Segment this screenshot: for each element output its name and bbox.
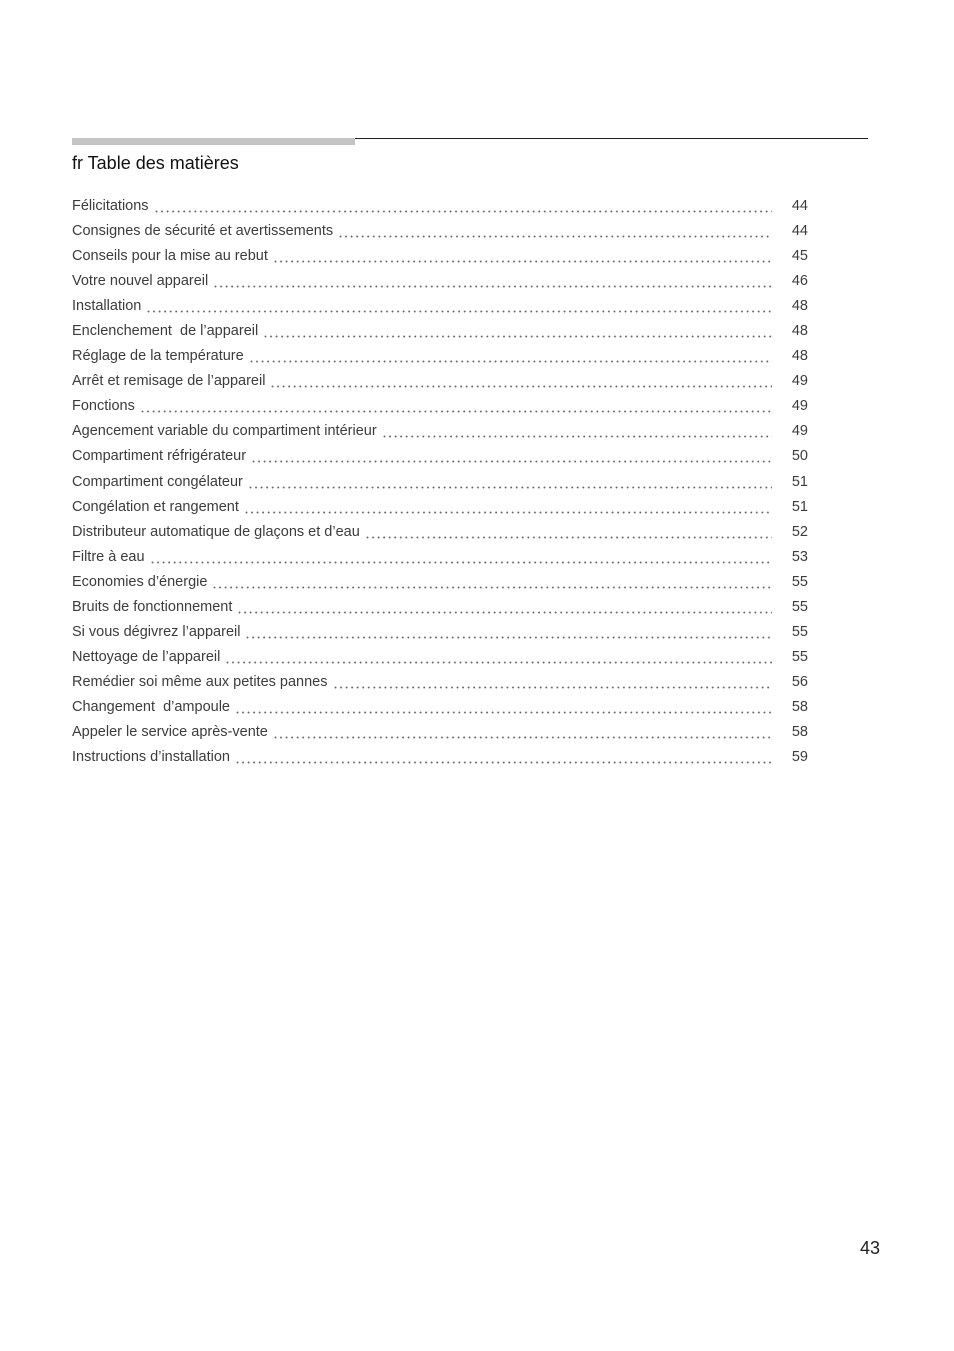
toc-entry-title: Distributeur automatique de glaçons et d’eau: [72, 523, 360, 540]
toc-entry-title: Changement d’ampoule: [72, 698, 230, 715]
dot-leader: [214, 269, 772, 294]
toc-entry: [72, 244, 808, 269]
toc-entry-page: 48: [791, 323, 808, 340]
toc-entry-page: 49: [791, 373, 808, 390]
dot-leader: [334, 670, 773, 695]
dot-leader: [249, 470, 772, 495]
toc-entry-page: 55: [791, 623, 808, 640]
toc-entry-page: 59: [791, 749, 808, 766]
toc-entry-title: Instructions d’installation: [72, 749, 230, 766]
dot-leader: [252, 444, 772, 469]
toc-entry: [72, 545, 808, 570]
toc-entry-title: Filtre à eau: [72, 548, 145, 565]
toc-entry: [72, 419, 808, 444]
toc-entry: [72, 745, 808, 770]
toc-entry-page: 55: [791, 598, 808, 615]
dot-leader: [245, 495, 772, 520]
table-of-contents: [72, 194, 808, 770]
toc-entry: [72, 194, 808, 219]
dot-leader: [213, 570, 772, 595]
toc-entry-title: Consignes de sécurité et avertissements: [72, 223, 334, 240]
dot-leader: [236, 745, 772, 770]
toc-entry-page: 58: [791, 698, 808, 715]
dot-leader: [151, 545, 772, 570]
toc-entry-page: 52: [791, 523, 808, 540]
toc-entry-page: 51: [791, 498, 808, 515]
toc-entry: [72, 369, 808, 394]
toc-entry: [72, 670, 808, 695]
toc-entry-title: Bruits de fonctionnement: [72, 598, 233, 615]
toc-entry: [72, 269, 808, 294]
toc-entry-title: Conseils pour la mise au rebut: [72, 248, 268, 265]
dot-leader: [339, 219, 772, 244]
toc-entry: [72, 720, 808, 745]
dot-leader: [246, 620, 772, 645]
dot-leader: [147, 294, 772, 319]
toc-entry-page: 55: [791, 648, 808, 665]
toc-entry-page: 46: [791, 273, 808, 290]
toc-entry-title: Congélation et rangement: [72, 498, 239, 515]
toc-entry: [72, 570, 808, 595]
toc-entry: [72, 344, 808, 369]
toc-entry-page: 51: [791, 473, 808, 490]
toc-entry-page: 58: [791, 723, 808, 740]
toc-entry-title: Si vous dégivrez l’appareil: [72, 623, 241, 640]
dot-leader: [226, 645, 772, 670]
toc-entry: [72, 219, 808, 244]
toc-entry-title: Agencement variable du compartiment intérieur: [72, 423, 377, 440]
toc-entry-title: Installation: [72, 298, 142, 315]
toc-entry: [72, 294, 808, 319]
toc-entry-page: 50: [791, 448, 808, 465]
toc-entry-title: Compartiment congélateur: [72, 473, 243, 490]
toc-entry-page: 48: [791, 348, 808, 365]
toc-entry-page: 56: [791, 673, 808, 690]
toc-entry-page: 44: [791, 198, 808, 214]
toc-entry: [72, 470, 808, 495]
toc-entry: [72, 444, 808, 469]
dot-leader: [274, 244, 772, 269]
toc-entry-title: Arrêt et remisage de l’appareil: [72, 373, 266, 390]
dot-leader: [274, 720, 772, 745]
header-rule-accent: [72, 138, 355, 145]
dot-leader: [250, 344, 772, 369]
dot-leader: [383, 419, 772, 444]
toc-entry-title: Réglage de la température: [72, 348, 244, 365]
toc-entry: [72, 595, 808, 620]
dot-leader: [236, 695, 772, 720]
toc-entry: [72, 620, 808, 645]
toc-entry-page: 48: [791, 298, 808, 315]
page-title: fr Table des matières: [72, 153, 239, 173]
toc-entry-page: 53: [791, 548, 808, 565]
toc-entry-title: Fonctions: [72, 398, 135, 415]
toc-entry-title: Appeler le service après-vente: [72, 723, 268, 740]
toc-entry: [72, 520, 808, 545]
toc-entry: [72, 645, 808, 670]
toc-entry-page: 55: [791, 573, 808, 590]
toc-entry-page: 45: [791, 248, 808, 265]
toc-entry-title: Votre nouvel appareil: [72, 273, 209, 290]
dot-leader: [141, 394, 772, 419]
toc-entry: [72, 495, 808, 520]
toc-entry-title: Economies d’énergie: [72, 573, 208, 590]
dot-leader: [264, 319, 772, 344]
toc-entry-title: Remédier soi même aux petites pannes: [72, 673, 328, 690]
toc-entry: [72, 394, 808, 419]
dot-leader: [238, 595, 772, 620]
toc-entry-title: Compartiment réfrigérateur: [72, 448, 247, 465]
toc-entry: [72, 695, 808, 720]
toc-entry-page: 49: [791, 423, 808, 440]
page-number: 43: [859, 1238, 880, 1258]
toc-entry-page: 44: [791, 223, 808, 240]
toc-entry-title: Nettoyage de l’appareil: [72, 648, 221, 665]
toc-entry-page: 49: [791, 398, 808, 415]
toc-entry-title: Félicitations: [72, 198, 149, 214]
dot-leader: [155, 194, 772, 219]
toc-entry: [72, 319, 808, 344]
dot-leader: [271, 369, 772, 394]
toc-entry-title: Enclenchement de l’appareil: [72, 323, 259, 340]
dot-leader: [366, 520, 772, 545]
